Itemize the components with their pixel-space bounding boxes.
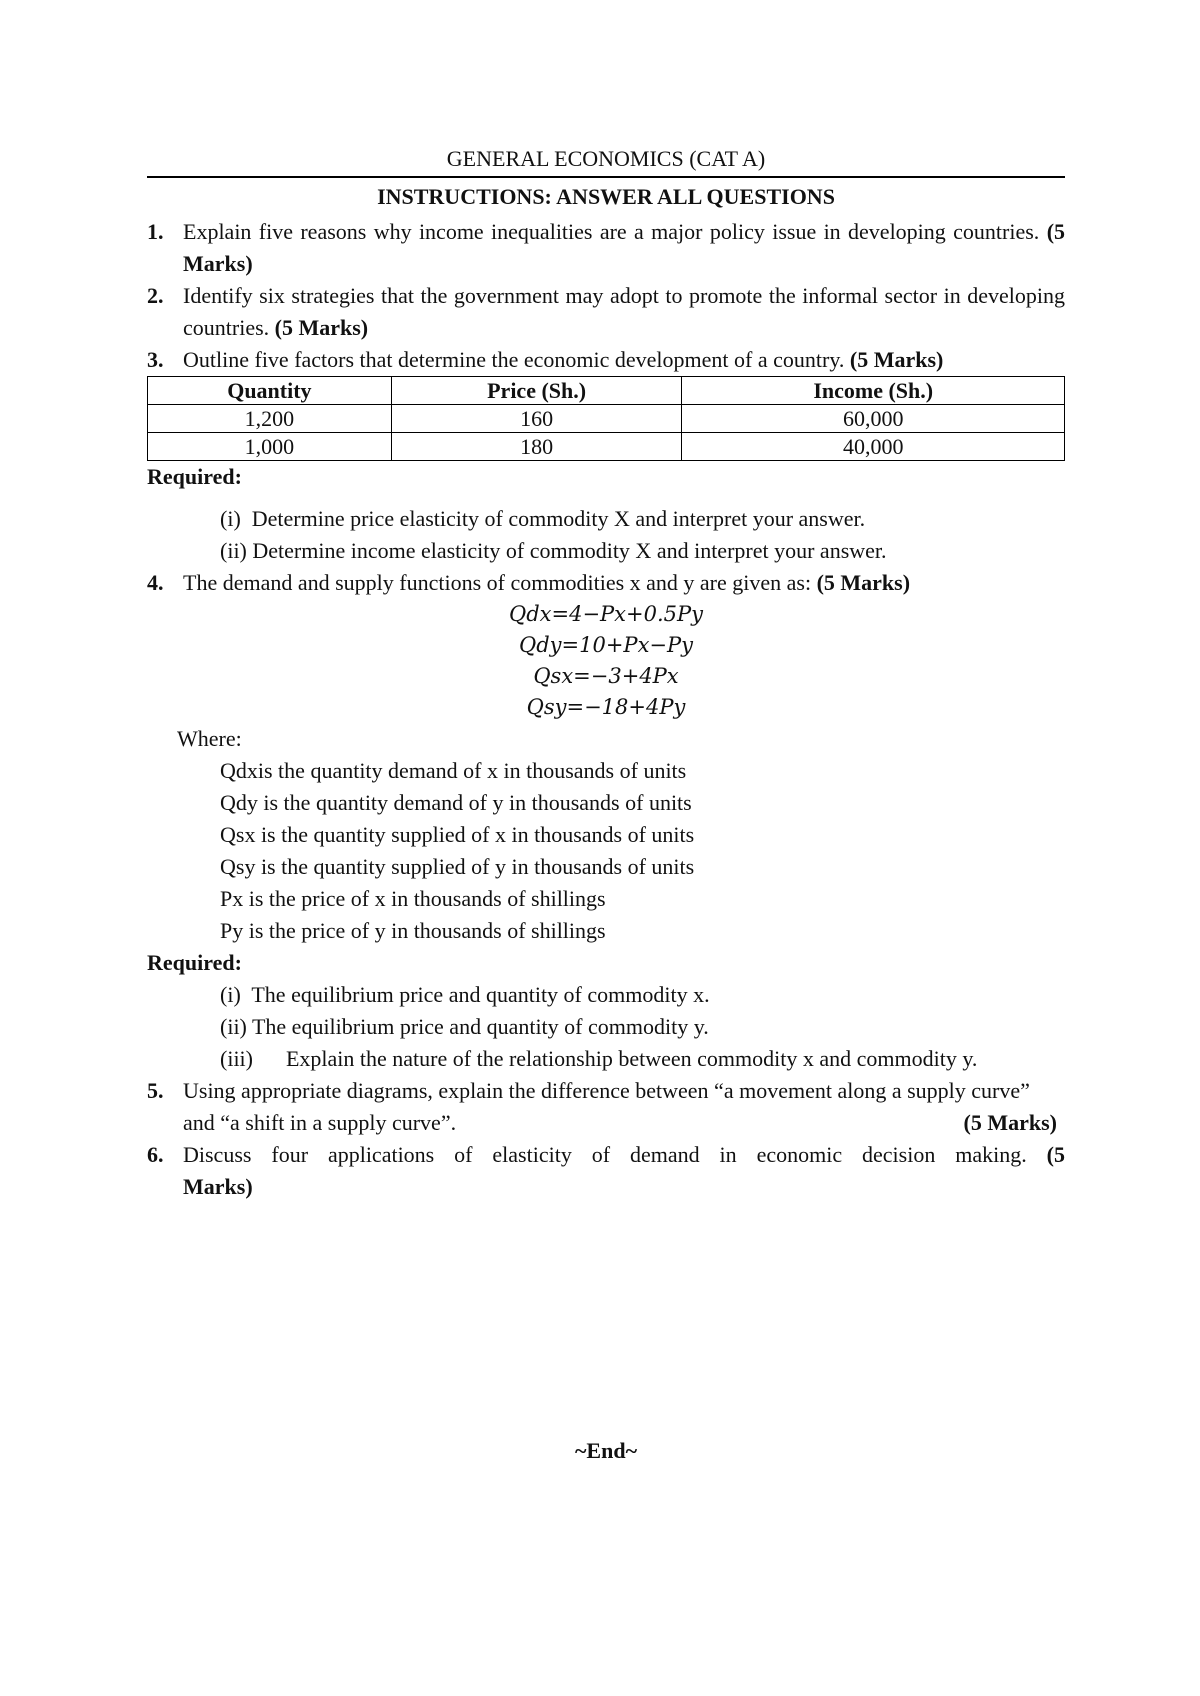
question-number: 4. (147, 570, 164, 595)
exam-page (147, 145, 1066, 1463)
question-2 (147, 280, 1065, 344)
question-number: 5. (147, 1078, 164, 1103)
equation: Qdy=10+Px−Py (519, 633, 693, 657)
where-label: Where: (177, 726, 242, 751)
where-item: Qsy is the quantity supplied of y in thousands of units (220, 854, 695, 879)
question-number: 6. (147, 1142, 164, 1167)
table-cell: 40,000 (682, 433, 1065, 461)
where-item: Qdy is the quantity demand of y in thousands of units (220, 790, 692, 815)
table-header: Income (Sh.) (682, 377, 1065, 405)
required-label: Required: (147, 950, 242, 975)
question-text: Using appropriate diagrams, explain the difference between “a movement along a supply curve” and “a shift in a supply curve”. (183, 1078, 1030, 1135)
equation: Qsy=−18+4Py (526, 695, 686, 719)
question-marks: (5 Marks) (849, 347, 944, 372)
where-item: Qsx is the quantity supplied of x in thousands of units (220, 822, 695, 847)
question-number: 1. (147, 219, 164, 244)
question-text: Discuss four applications of elasticity of demand in economic decision making. (183, 1142, 1027, 1167)
question-5 (147, 1075, 1065, 1139)
equation: Qsx=−3+4Px (533, 664, 679, 688)
question-number: 2. (147, 283, 164, 308)
equation: Qdx=4−Px+0.5Py (508, 602, 703, 626)
where-item: Qdxis the quantity demand of x in thousands of units (220, 758, 687, 783)
title-divider (147, 176, 1065, 178)
question-marks: (5 Marks) (183, 1142, 1065, 1199)
question-4 (147, 567, 1065, 599)
exam-title: GENERAL ECONOMICS (CAT A) (446, 146, 766, 171)
sub-question: (ii) The equilibrium price and quantity of commodity y. (220, 1014, 709, 1039)
question-number: 3. (147, 347, 164, 372)
instructions-heading: INSTRUCTIONS: ANSWER ALL QUESTIONS (377, 184, 835, 209)
equation-block (147, 599, 1065, 723)
end-marker: ~End~ (574, 1438, 638, 1463)
sub-question: (i) Determine price elasticity of commodity X and interpret your answer. (220, 506, 866, 531)
where-item: Px is the price of x in thousands of shillings (220, 886, 606, 911)
question-marks: (5 Marks) (274, 315, 369, 340)
table-cell: 180 (391, 433, 682, 461)
table-cell: 60,000 (682, 405, 1065, 433)
table-header: Quantity (148, 377, 392, 405)
sub-question: (i) The equilibrium price and quantity of commodity x. (220, 982, 710, 1007)
question-1 (147, 216, 1065, 280)
question-marks: (5 Marks) (963, 1110, 1057, 1135)
question-text: Identify six strategies that the government may adopt to promote the informal sector in developing countries. (183, 283, 1065, 340)
table-cell: 1,200 (148, 405, 392, 433)
table-cell: 160 (391, 405, 682, 433)
table-row (148, 433, 1065, 461)
table-row (148, 405, 1065, 433)
question-text: Outline five factors that determine the economic development of a country. (183, 347, 845, 372)
question-3 (147, 344, 1065, 376)
question-6 (147, 1139, 1065, 1203)
sub-question: (iii) Explain the nature of the relationship between commodity x and commodity y. (220, 1046, 978, 1071)
question-marks: (5 Marks) (183, 219, 1066, 276)
required-label: Required: (147, 464, 242, 489)
where-item: Py is the price of y in thousands of shillings (220, 918, 606, 943)
sub-question: (ii) Determine income elasticity of commodity X and interpret your answer. (220, 538, 887, 563)
data-table (147, 376, 1065, 461)
table-cell: 1,000 (148, 433, 392, 461)
question-marks: (5 Marks) (816, 570, 911, 595)
table-header: Price (Sh.) (391, 377, 682, 405)
table-header-row (148, 377, 1065, 405)
question-text: Explain five reasons why income inequalities are a major policy issue in developing countries. (183, 219, 1040, 244)
question-text: The demand and supply functions of commodities x and y are given as: (183, 570, 812, 595)
